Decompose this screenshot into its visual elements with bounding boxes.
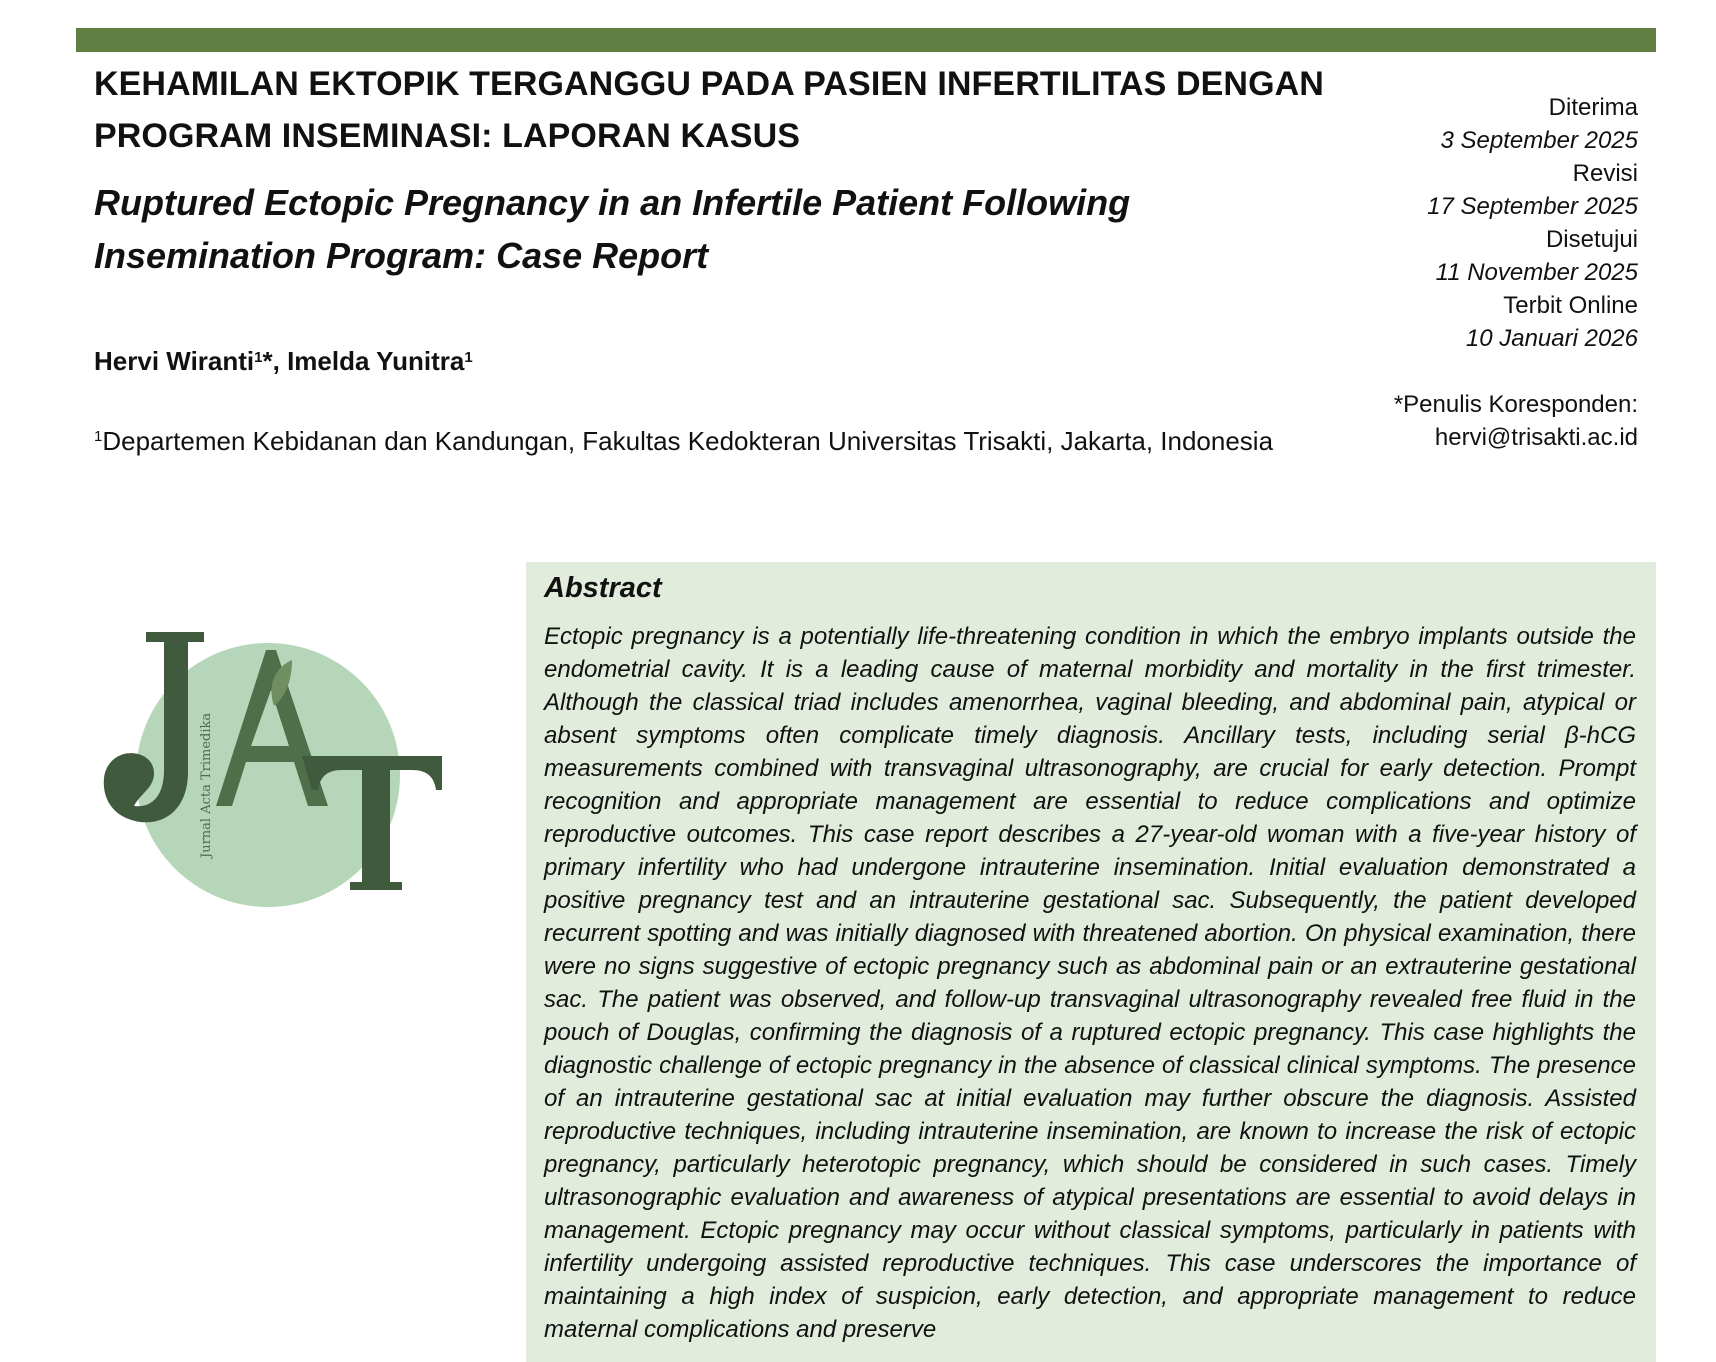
article-history bbox=[1178, 91, 1638, 454]
author-name: Imelda Yunitra bbox=[287, 346, 465, 376]
affiliation bbox=[94, 423, 1354, 459]
revised-label: Revisi bbox=[1572, 160, 1638, 187]
received-date: 3 September 2025 bbox=[1440, 127, 1638, 154]
author-name: Hervi Wiranti bbox=[94, 346, 255, 376]
abstract-panel bbox=[526, 562, 1656, 1362]
revised-date: 17 September 2025 bbox=[1427, 193, 1638, 220]
journal-logo-graphic bbox=[96, 610, 446, 910]
accepted-label: Disetujui bbox=[1545, 226, 1638, 253]
corresponding-author-mark: * bbox=[262, 346, 273, 376]
corresponding-author-label: *Penulis Koresponden: bbox=[1393, 391, 1638, 418]
published-label: Terbit Online bbox=[1503, 292, 1638, 319]
corresponding-author-email: hervi@trisakti.ac.id bbox=[1434, 424, 1638, 451]
article-title-indonesian: KEHAMILAN EKTOPIK TERGANGGU PADA PASIEN INFERTILITAS DENGAN PROGRAM INSEMINASI: LAPORAN KASUS bbox=[94, 65, 1324, 155]
journal-logo-icon bbox=[96, 610, 446, 910]
author-separator: , bbox=[272, 346, 288, 376]
accepted-date: 11 November 2025 bbox=[1435, 259, 1638, 286]
article-title-english: Ruptured Ectopic Pregnancy in an Infertile Patient Following Insemination Program: Case Report bbox=[94, 182, 1131, 276]
author-affiliation-mark: 1 bbox=[254, 349, 263, 366]
received-label: Diterima bbox=[1548, 94, 1638, 121]
affiliation-text: Departemen Kebidanan dan Kandungan, Fakultas Kedokteran Universitas Trisakti, Jakarta, Indonesia bbox=[102, 426, 1274, 456]
abstract-body: Ectopic pregnancy is a potentially life-threatening condition in which the embryo implants outside the endometrial cavity. It is a leading cause of maternal morbidity and mortality in the first trimester. Although the classical triad includes amenorrhea, vaginal bleeding, and abdominal pain, atypical or absent symptoms often complicate timely diagnosis. Ancillary tests, including serial β-hCG measurements combined with transvaginal ultrasonography, are crucial for early detection. Prompt recognition and appropriate management are essential to reduce complications and optimize reproductive outcomes. This case report describes a 27-year-old woman with a five-year history of primary infertility who had undergone intrauterine insemination. Initial evaluation demonstrated a positive pregnancy test and an intrauterine gestational sac. Subsequently, the patient developed recurrent spotting and was initially diagnosed with threatened abortion. On physical examination, there were no signs suggestive of ectopic pregnancy such as abdominal pain or an extrauterine gestational sac. The patient was observed, and follow-up transvaginal ultrasonography revealed free fluid in the pouch of Douglas, confirming the diagnosis of a ruptured ectopic pregnancy. This case highlights the diagnostic challenge of ectopic pregnancy in the absence of classical clinical symptoms. The presence of an intrauterine gestational sac at initial evaluation may further obscure the diagnosis. Assisted reproductive techniques, including intrauterine insemination, are known to increase the risk of ectopic pregnancy, particularly heterotopic pregnancy, which should be considered in such cases. Timely ultrasonographic evaluation and awareness of atypical presentations are essential to avoid delays in management. Ectopic pregnancy may occur without classical symptoms, particularly in patients with infertility undergoing assisted reproductive techniques. This case underscores the importance of maintaining a high index of suspicion, early detection, and appropriate management to reduce maternal complications and preserve bbox=[544, 623, 1636, 1343]
published-date: 10 Januari 2026 bbox=[1465, 325, 1638, 352]
affiliation-mark: 1 bbox=[94, 428, 103, 445]
header-accent-bar bbox=[76, 28, 1656, 52]
journal-name-vertical: Jurnal Acta Trimedika bbox=[199, 712, 214, 858]
author-affiliation-mark: 1 bbox=[464, 349, 473, 366]
author-list bbox=[94, 340, 473, 382]
abstract-heading: Abstract bbox=[544, 572, 662, 604]
